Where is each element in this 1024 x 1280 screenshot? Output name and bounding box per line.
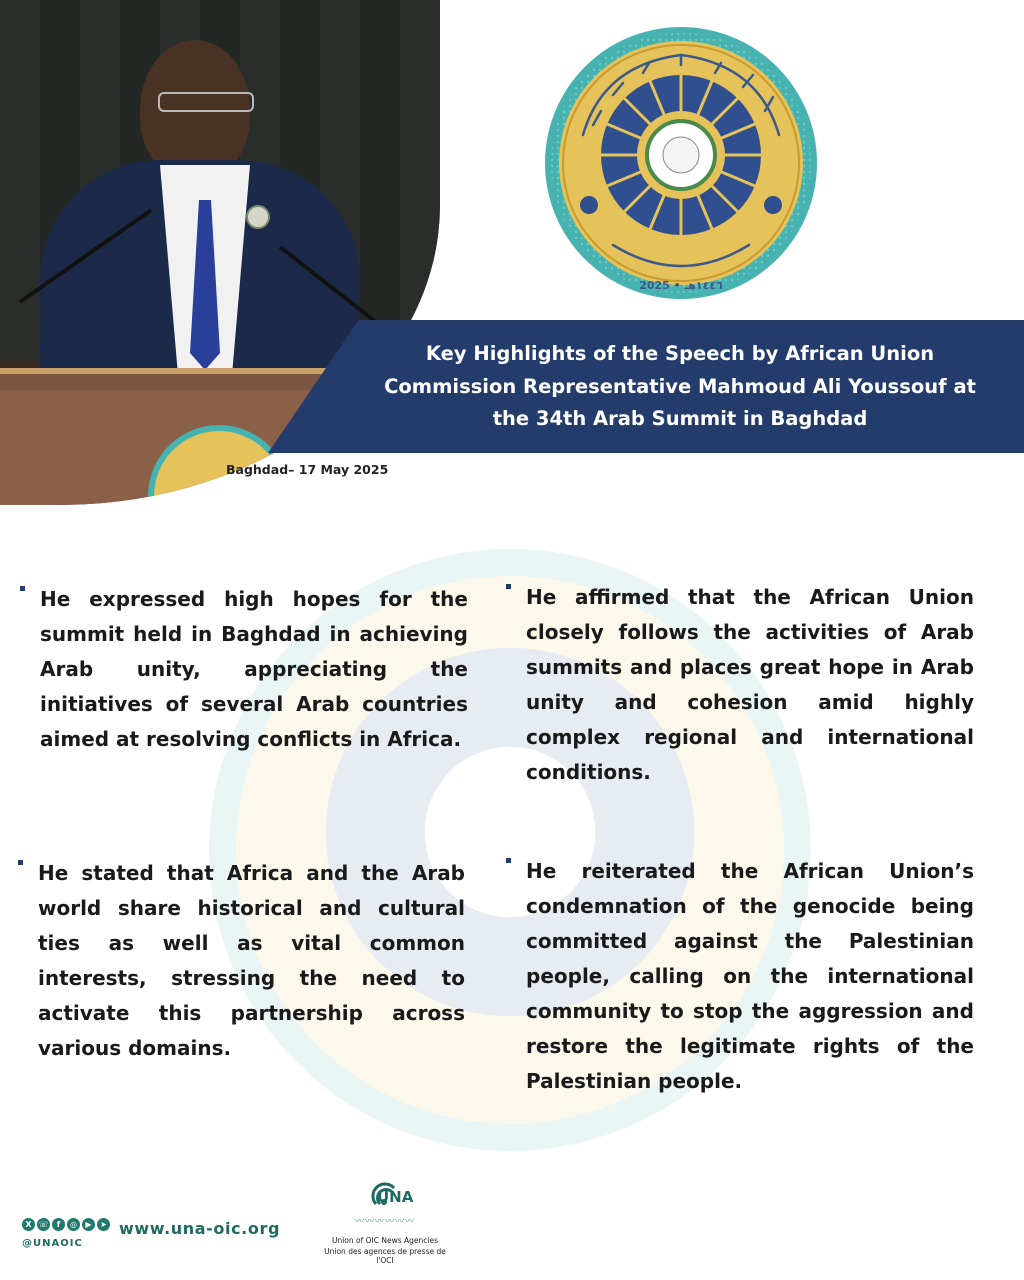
highlight-item (526, 854, 974, 1099)
emblem-year: 2025 • ١٤٤٦هـ (639, 279, 723, 292)
bullet-marker (18, 860, 23, 865)
highlight-item (40, 582, 468, 757)
whatsapp-icon[interactable]: ☏ (38, 1220, 49, 1229)
title-line: Key Highlights of the Speech by African Union (425, 342, 935, 365)
summit-emblem (543, 25, 819, 301)
facebook-icon[interactable]: f (52, 1218, 65, 1231)
instagram-icon[interactable]: ◎ (67, 1218, 80, 1231)
highlight-item (38, 856, 465, 1066)
social-handle: @UNAOIC (22, 1238, 83, 1249)
social-icons (22, 1218, 110, 1231)
bullet-marker (506, 858, 511, 863)
lapel-pin (246, 205, 270, 229)
page-title (360, 338, 1000, 436)
highlight-text: He expressed high hopes for the summit held in Baghdad in achieving Arab unity, appreciating the initiatives of several Arab countries aimed at resolving conflicts in Africa. (40, 587, 468, 751)
speaker-glasses (158, 92, 254, 112)
highlight-text: He affirmed that the African Union closely follows the activities of Arab summits and places great hope in Arab unity and cohesion amid highly complex regional and international conditions. (526, 585, 974, 784)
website-link[interactable]: www.una-oic.org (119, 1219, 280, 1238)
bullet-marker (20, 586, 25, 591)
highlight-text: He reiterated the African Union’s condemnation of the genocide being committed against the Palestinian people, calling on the international community to stop the aggression and restore the legitimate rights of the Palestinian people. (526, 859, 974, 1093)
una-wordmark: UNA (377, 1188, 414, 1206)
title-line: the 34th Arab Summit in Baghdad (492, 407, 868, 430)
highlight-item (526, 580, 974, 790)
x-icon[interactable]: X (22, 1218, 35, 1231)
telegram-icon[interactable]: ➤ (97, 1218, 110, 1231)
dateline: Baghdad– 17 May 2025 (226, 462, 389, 477)
title-line: Commission Representative Mahmoud Ali Youssouf at (384, 374, 976, 398)
una-org-french: Union des agences de presse de l'OCI (324, 1247, 446, 1265)
highlight-text: He stated that Africa and the Arab world share historical and cultural ties as well as vital common interests, stressing the need to activate this partnership across various domains. (38, 861, 465, 1060)
una-org-english: Union of OIC News Agencies (331, 1236, 439, 1245)
bullet-marker (506, 584, 511, 589)
una-logo (315, 1180, 455, 1270)
youtube-icon[interactable]: ▶ (82, 1218, 95, 1231)
una-arabic-wordmark: 〰〰〰〰〰〰 (354, 1217, 415, 1227)
